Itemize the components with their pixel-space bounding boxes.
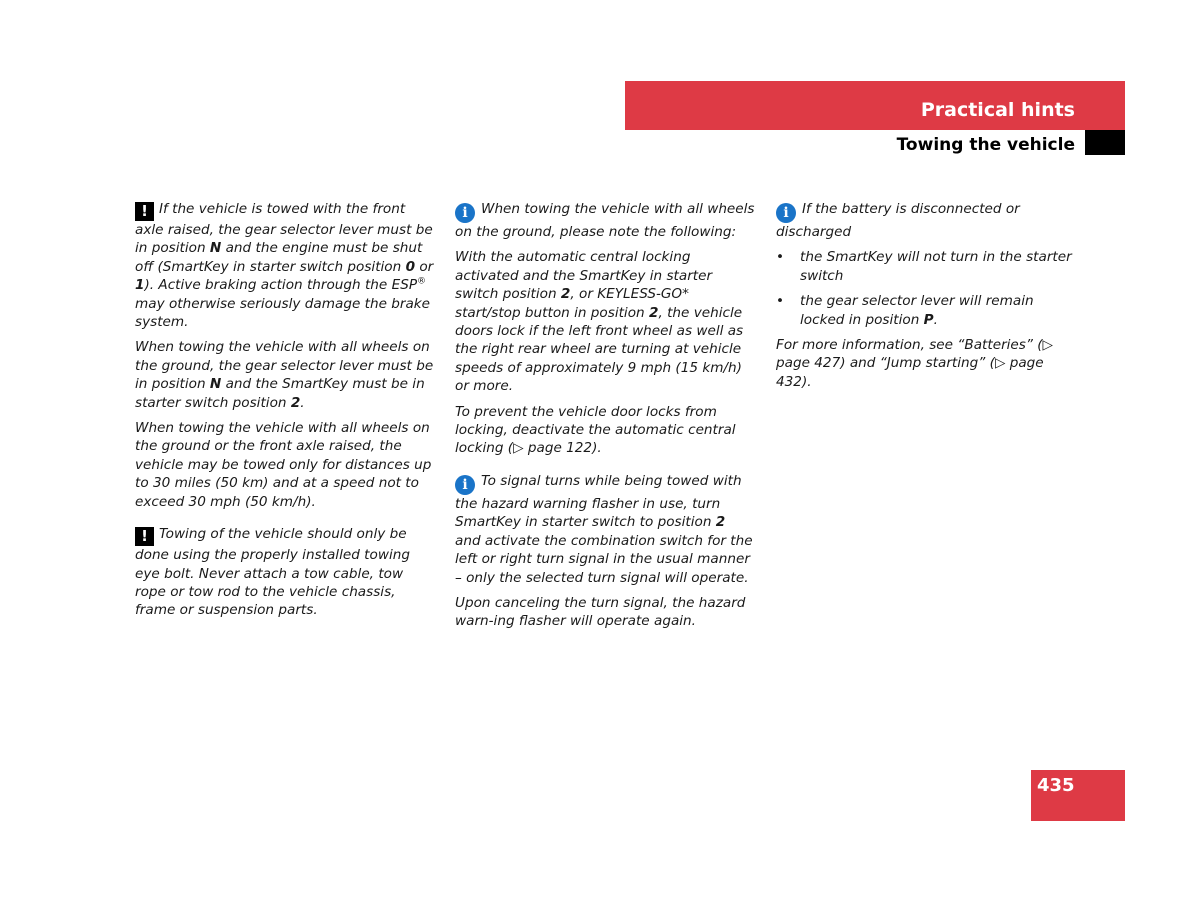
info-icon: i <box>455 203 475 223</box>
column-middle <box>455 200 755 638</box>
paragraph-deactivate-locking: To prevent the vehicle door locks from locking, deactivate the automatic central locking (▷ page 122). <box>455 403 736 457</box>
info-paragraph-turn-signal: i To signal turns while being towed with the hazard warning flasher in use, turn SmartKey in starter switch to position 2 and activate the combination switch for the left or right turn signal in the usual manner – only the selected turn signal will operate. <box>455 472 753 586</box>
title-marker-block <box>1085 130 1125 155</box>
info-icon: i <box>455 475 475 495</box>
page-number: 435 <box>1037 775 1075 796</box>
column-right <box>776 200 1076 398</box>
list-item: • the gear selector lever will remain locked in position P. <box>776 292 1076 329</box>
page-title: Towing the vehicle <box>896 135 1075 155</box>
info-paragraph-all-wheels: i When towing the vehicle with all wheels on the ground, please note the following: <box>455 201 755 240</box>
battery-bullet-list <box>776 248 1076 329</box>
info-icon: i <box>776 203 796 223</box>
list-item: • the SmartKey will not turn in the starter switch <box>776 248 1076 285</box>
paragraph-more-info: For more information, see “Batteries” (▷ page 427) and “Jump starting” (▷ page 432). <box>776 337 1053 390</box>
paragraph-hazard-flasher: Upon canceling the turn signal, the hazard warn-ing flasher will operate again. <box>455 594 746 630</box>
warning-paragraph-tow-eye: ! Towing of the vehicle should only be done using the properly installed towing eye bolt. Never attach a tow cable, tow rope or tow rod to the vehicle chassis, frame or suspension parts. <box>135 526 410 619</box>
section-title: Practical hints <box>920 99 1075 121</box>
column-left <box>135 200 435 627</box>
warning-icon: ! <box>135 527 154 546</box>
paragraph-central-locking: With the automatic central locking activated and the SmartKey in starter switch position 2, or KEYLESS-GO* start/stop button in position 2, the vehicle doors lock if the left front wheel as well as the right rear wheel are turning at vehicle speeds of approximately 9 mph (15 km/h) or more. <box>455 249 744 395</box>
warning-icon: ! <box>135 202 154 221</box>
paragraph-distance-limit: When towing the vehicle with all wheels on the ground or the front axle raised, the vehicle may be towed only for distances up to 30 miles (50 km) and at a speed not to exceed 30 mph (50 km/h). <box>135 420 432 510</box>
paragraph-all-wheels: When towing the vehicle with all wheels on the ground, the gear selector lever must be in position N and the SmartKey must be in starter switch position 2. <box>135 339 434 411</box>
info-paragraph-battery: i If the battery is disconnected or discharged <box>776 201 1020 240</box>
warning-paragraph-front-axle: ! If the vehicle is towed with the front axle raised, the gear selector lever must be in position N and the engine must be shut off (SmartKey in starter switch position 0 or 1). Active braking action through the ESP® may otherwise seriously damage the brake system. <box>135 201 434 331</box>
